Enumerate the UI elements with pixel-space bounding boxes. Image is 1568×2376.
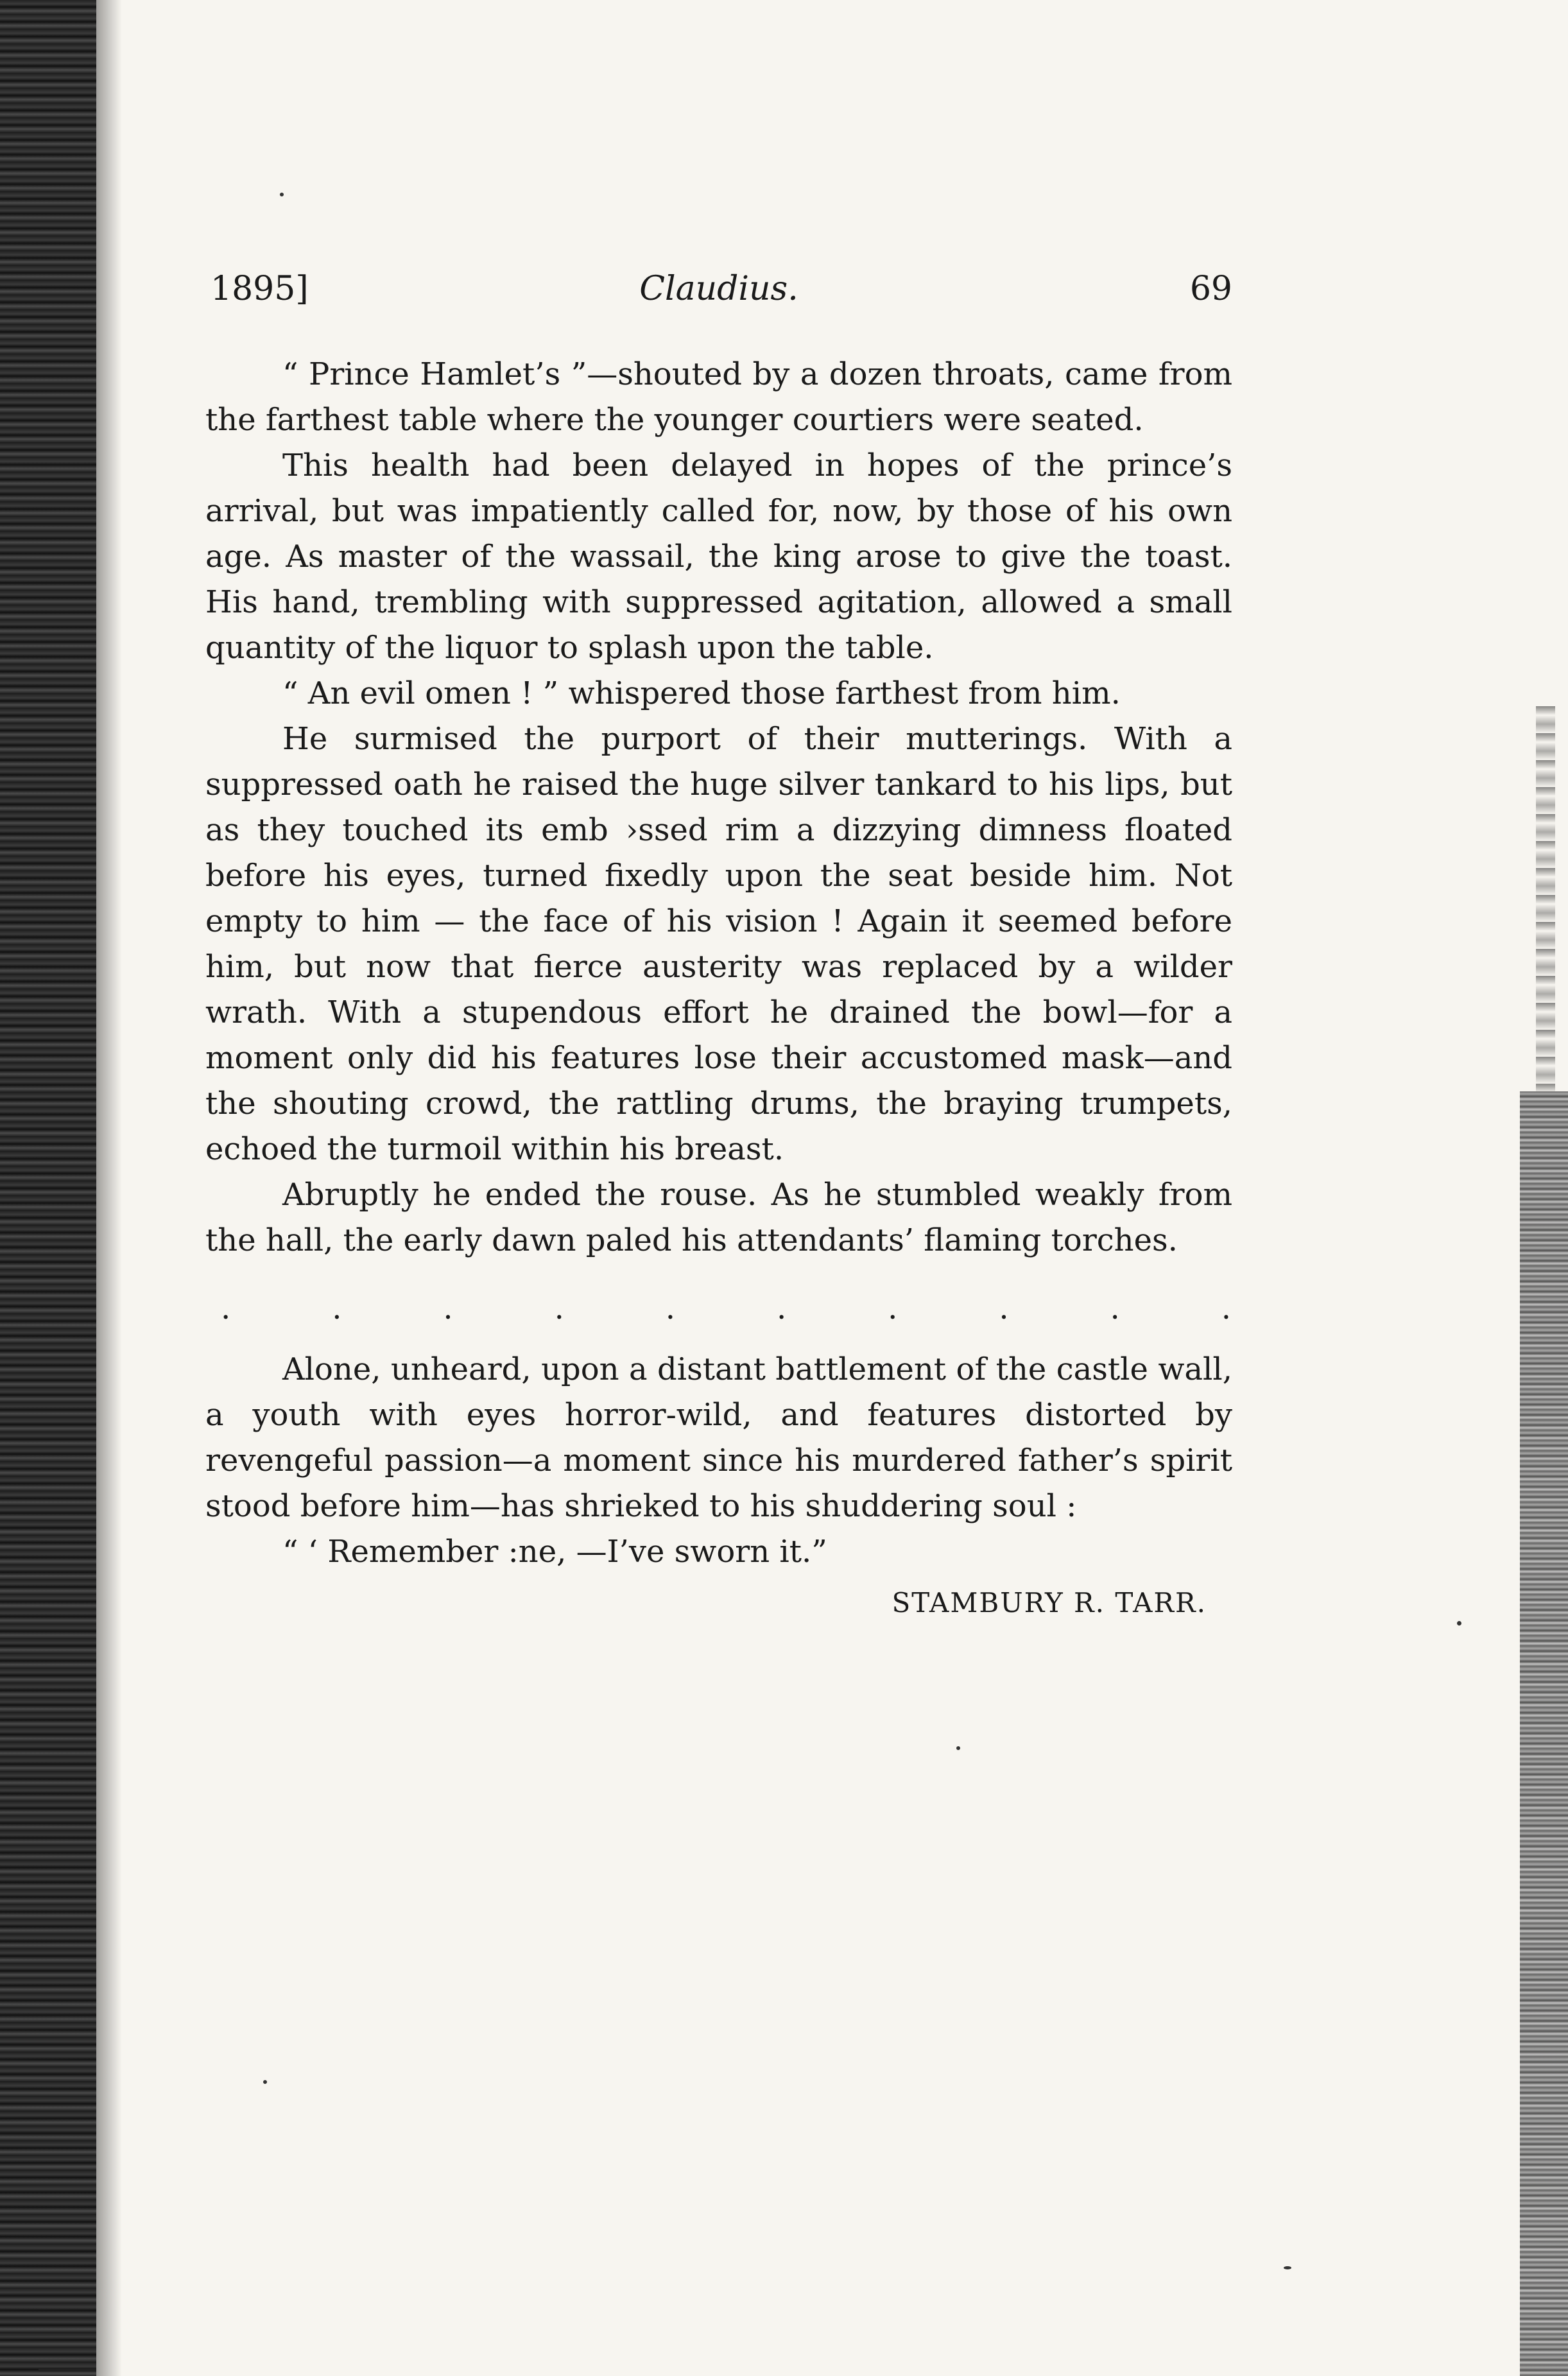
paragraph: “ An evil omen ! ” whispered those farthest from him. [282,675,1121,711]
paragraph: This health had been delayed in hopes of the prince’s arrival, but was impatiently called for, now, by those of his own age. As master of the wassail, the king arose to give the toast. His hand, trembling with suppressed agitation, allowed a small quantity of the liquor to splash upon the table. [205,447,1232,666]
section-break-dot: . [1221,1290,1231,1326]
section-break-dot: . [332,1290,342,1326]
scan-page-edge-right [1520,1091,1568,2376]
scan-edge-mark [39,2369,96,2372]
book-page [205,270,1232,1626]
section-break-dot: . [221,1290,231,1326]
paragraph: Alone, unheard, upon a distant battlement of the castle wall, a youth with eyes horror-wild, and features distorted by revengeful passion—a moment since his murdered father’s spirit stood before him—has shrieked to his shuddering soul : [205,1351,1232,1524]
section-break-dot: . [665,1290,676,1326]
section-break-dot: . [554,1290,564,1326]
section-break-dot: . [776,1290,787,1326]
stray-mark-lower-right [1284,2266,1291,2269]
body-text [205,352,1232,1575]
section-break-dot: . [999,1290,1009,1326]
running-head-year: 1895] [211,270,309,308]
section-break-dot: . [1110,1290,1120,1326]
scan-page-edge-right-upper [1536,706,1555,1091]
page-number: 69 [1189,270,1232,308]
section-break [205,1289,1232,1328]
scan-binding-edge-left [0,0,96,2376]
paragraph: “ Prince Hamlet’s ”—shouted by a dozen throats, came from the farthest table where the younger courtiers were seated. [205,356,1232,438]
stray-dot-lower-left [263,2080,267,2084]
section-break-dot: . [443,1290,453,1326]
paragraph: Abruptly he ended the rouse. As he stumbled weakly from the hall, the early dawn paled his attendants’ flaming torches. [205,1177,1232,1258]
paragraph: “ ‘ Remember :ne, —I’ve sworn it.” [282,1534,827,1570]
stray-dot-middle [956,1746,960,1750]
section-break-dot: . [888,1290,898,1326]
stray-dot-top [280,193,284,196]
running-head [205,270,1232,327]
running-head-title: Claudius. [639,270,798,308]
author-signature: STAMBURY R. TARR. [892,1587,1207,1618]
stray-dot-right [1457,1621,1461,1626]
paragraph: He surmised the purport of their mutterings. With a suppressed oath he raised the huge silver tankard to his lips, but as they touched its emb ›ssed rim a dizzying dimness floated before his eyes, turned fixedly upon the seat beside him. Not empty to him — the face of his vision ! Again it seemed before him, but now that fierce austerity was replaced by a wilder wrath. With a stupendous effort he drained the bowl—for a moment only did his features lose their accustomed mask—and the shouting crowd, the rattling drums, the braying trumpets, echoed the turmoil within his breast. [205,721,1232,1167]
